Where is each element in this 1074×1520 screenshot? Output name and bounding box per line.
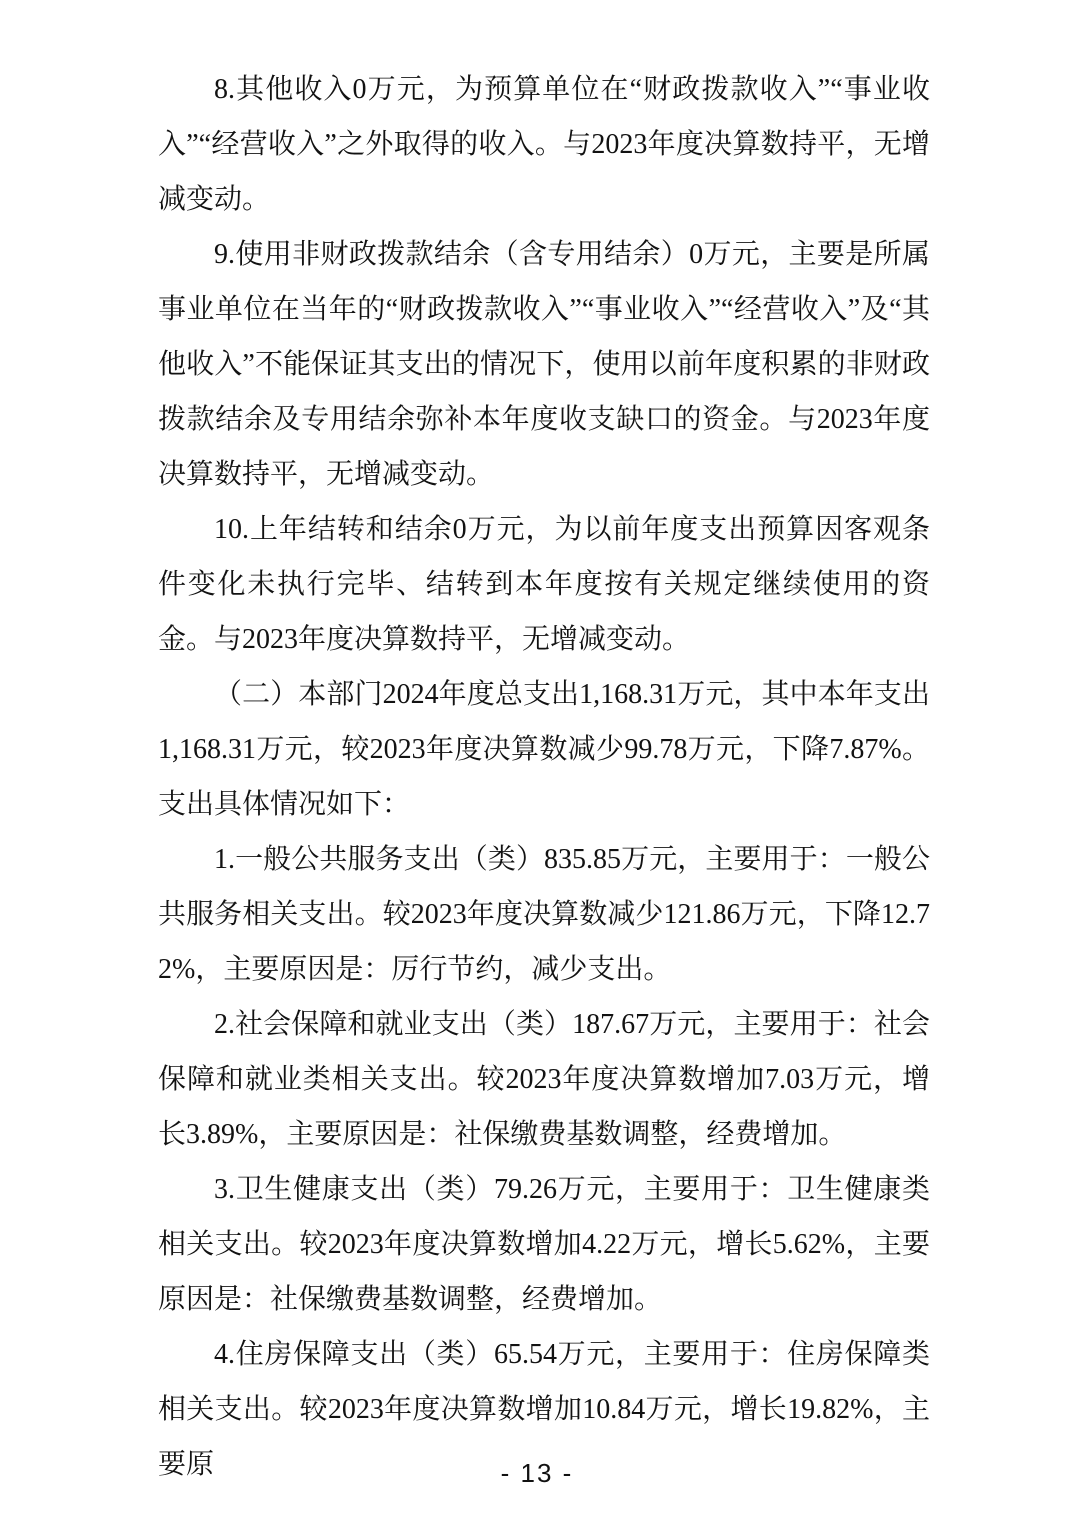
paragraph: 1.一般公共服务支出（类）835.85万元，主要用于：一般公共服务相关支出。较2023年度决算数减少121.86万元，下降12.72%，主要原因是：厉行节约，减少支出。 [158, 844, 930, 985]
paragraph: 2.社会保障和就业支出（类）187.67万元，主要用于：社会保障和就业类相关支出。较2023年度决算数增加7.03万元，增长3.89%，主要原因是：社保缴费基数调整，经费增加。 [158, 1009, 930, 1150]
document-body [158, 62, 930, 1492]
paragraph: 8.其他收入0万元，为预算单位在“财政拨款收入”“事业收入”“经营收入”之外取得的收入。与2023年度决算数持平，无增减变动。 [158, 74, 930, 215]
page-number: - 13 - [500, 1458, 574, 1488]
paragraph: 9.使用非财政拨款结余（含专用结余）0万元，主要是所属事业单位在当年的“财政拨款收入”“事业收入”“经营收入”及“其他收入”不能保证其支出的情况下，使用以前年度积累的非财政拨款结余及专用结余弥补本年度收支缺口的资金。与2023年度决算数持平，无增减变动。 [158, 239, 930, 490]
paragraph: （二）本部门2024年度总支出1,168.31万元，其中本年支出1,168.31万元，较2023年度决算数减少99.78万元，下降7.87%。支出具体情况如下： [158, 679, 930, 820]
paragraph: 3.卫生健康支出（类）79.26万元，主要用于：卫生健康类相关支出。较2023年度决算数增加4.22万元，增长5.62%，主要原因是：社保缴费基数调整，经费增加。 [158, 1174, 930, 1315]
paragraph: 4.住房保障支出（类）65.54万元，主要用于：住房保障类相关支出。较2023年度决算数增加10.84万元，增长19.82%，主要原 [158, 1339, 930, 1480]
paragraph: 10.上年结转和结余0万元，为以前年度支出预算因客观条件变化未执行完毕、结转到本年度按有关规定继续使用的资金。与2023年度决算数持平，无增减变动。 [158, 514, 930, 655]
page-footer [0, 1458, 1074, 1489]
